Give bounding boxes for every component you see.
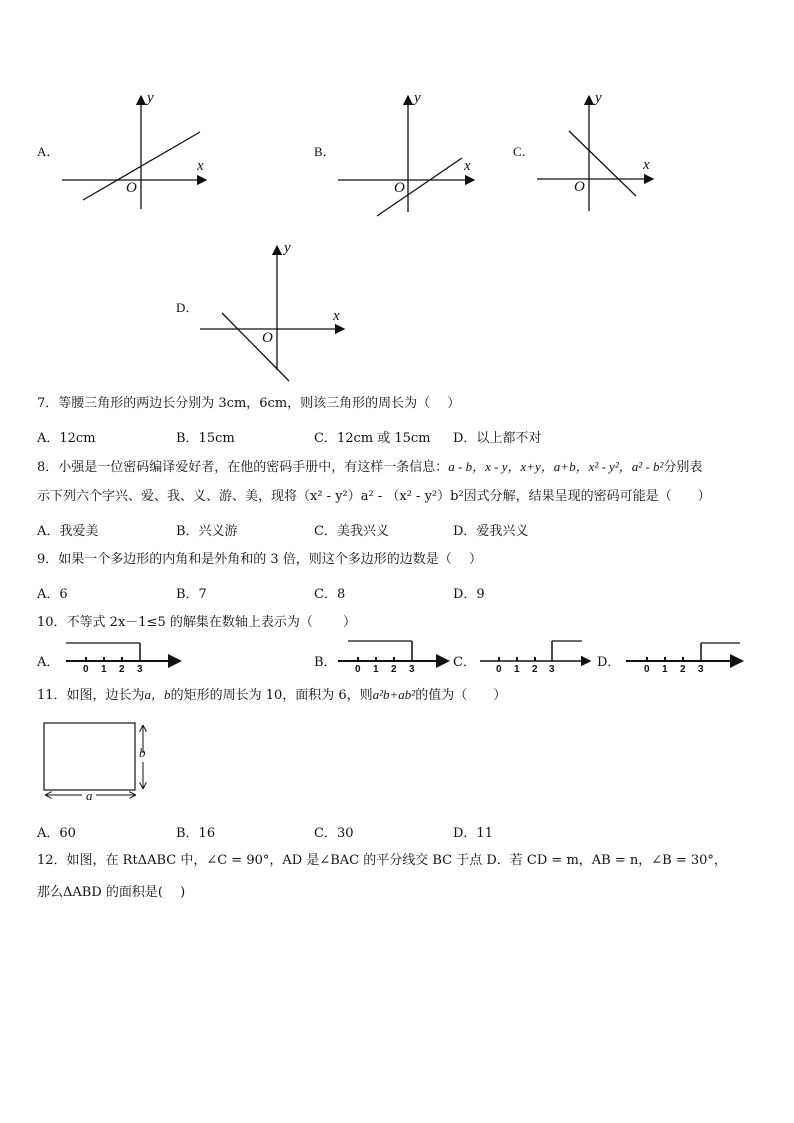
q10-c-tick-2: 2 <box>532 664 538 675</box>
q12-stem-line1: 12．如图，在 RtΔABC 中，∠C = 90°，AD 是∠BAC 的平分线交 BC 于点 D．若 CD = m，AB = n，∠B = 30°， <box>37 853 727 868</box>
q10-b-tick-1: 1 <box>373 664 379 675</box>
q6-option-d-label: D． <box>176 300 199 315</box>
q10-d-tick-0: 0 <box>644 664 650 675</box>
q9-option-c: C．8 <box>314 587 346 602</box>
q6-d-x-label: x <box>333 308 340 324</box>
q10-d-tick-3: 3 <box>698 664 704 675</box>
q6-a-x-label: x <box>197 158 204 174</box>
q11-option-d: D．11 <box>453 826 493 841</box>
q11-stem-text-e: 的值为（ ） <box>415 688 507 703</box>
q6-b-y-label: y <box>414 90 421 106</box>
q8-stem-line1-math: a - b，x - y，x+y，a+b，x² - y²，a² - b² <box>448 459 664 474</box>
q6-c-y-label: y <box>595 90 602 106</box>
q10-option-a-label: A． <box>37 655 60 670</box>
q10-stem: 10．不等式 2x－1≤5 的解集在数轴上表示为（ ） <box>37 615 356 630</box>
q10-c-tick-0: 0 <box>496 664 502 675</box>
q11-option-c: C．30 <box>314 826 354 841</box>
q6-option-a-label: A． <box>37 144 60 159</box>
q8-stem-line1-text-b: 分别表 <box>663 460 703 475</box>
q6-option-b-label: B． <box>314 144 336 159</box>
q8-stem-line2: 示下列六个字兴、爱、我、义、游、美，现将（x² - y²）a² - （x² - y²）b²因式分解，结果呈现的密码可能是（ ） <box>37 489 711 504</box>
q10-a-tick-1: 1 <box>101 664 107 675</box>
q10-a-tick-0: 0 <box>83 664 89 675</box>
q9-option-d: D．9 <box>453 587 485 602</box>
q8-option-b: B．兴义游 <box>176 524 238 539</box>
q9-option-b: B．7 <box>176 587 207 602</box>
q7-option-b: B．15cm <box>176 431 235 446</box>
q10-b-tick-2: 2 <box>391 664 397 675</box>
q6-a-origin-label: O <box>126 180 137 196</box>
q9-option-a: A．6 <box>37 587 68 602</box>
q7-option-d: D．以上都不对 <box>453 431 542 446</box>
q11-stem-ab: a，b <box>144 687 171 702</box>
q10-d-tick-1: 1 <box>662 664 668 675</box>
q6-b-x-label: x <box>464 158 471 174</box>
q11-option-a: A．60 <box>37 826 76 841</box>
q6-d-y-label: y <box>284 240 291 256</box>
q8-option-a: A．我爱美 <box>37 524 99 539</box>
q6-c-x-label: x <box>643 157 650 173</box>
q10-c-tick-3: 3 <box>549 664 555 675</box>
q11-figure-a-label: a <box>86 788 93 803</box>
q10-b-tick-3: 3 <box>409 664 415 675</box>
q10-d-tick-2: 2 <box>680 664 686 675</box>
q6-b-origin-label: O <box>394 180 405 196</box>
q11-option-b: B．16 <box>176 826 216 841</box>
q8-stem-line1-text-a: 8．小强是一位密码编译爱好者，在他的密码手册中，有这样一条信息： <box>37 460 449 475</box>
q9-stem: 9．如果一个多边形的内角和是外角和的 3 倍，则这个多边形的边数是（ ） <box>37 552 482 567</box>
q10-option-c-label: C． <box>453 655 476 670</box>
q11-stem-text-a: 11．如图，边长为 <box>37 688 145 703</box>
q10-option-b-label: B． <box>314 655 337 670</box>
q6-a-y-label: y <box>147 90 154 106</box>
q10-a-tick-3: 3 <box>137 664 143 675</box>
q8-option-c: C．美我兴义 <box>314 524 389 539</box>
q11-rectangle <box>44 723 135 790</box>
q7-option-c: C．12cm 或 15cm <box>314 431 431 446</box>
q6-d-origin-label: O <box>262 330 273 346</box>
q11-stem-text-c: 的矩形的周长为 10，面积为 6，则 <box>170 688 373 703</box>
q12-stem-line2: 那么ΔABD 的面积是( ) <box>37 885 186 900</box>
q11-figure-b-label: b <box>139 745 146 760</box>
q7-stem: 7．等腰三角形的两边长分别为 3cm，6cm，则该三角形的周长为（ ） <box>37 396 461 411</box>
q10-option-d-label: D． <box>597 655 621 670</box>
q8-option-d: D．爱我兴义 <box>453 524 529 539</box>
q6-c-origin-label: O <box>574 179 585 195</box>
q10-b-tick-0: 0 <box>355 664 361 675</box>
q10-c-tick-1: 1 <box>514 664 520 675</box>
q6-option-c-label: C． <box>513 144 535 159</box>
q10-a-tick-2: 2 <box>119 664 125 675</box>
q7-option-a: A．12cm <box>37 431 96 446</box>
q11-stem-expr: a²b+ab² <box>372 687 416 702</box>
